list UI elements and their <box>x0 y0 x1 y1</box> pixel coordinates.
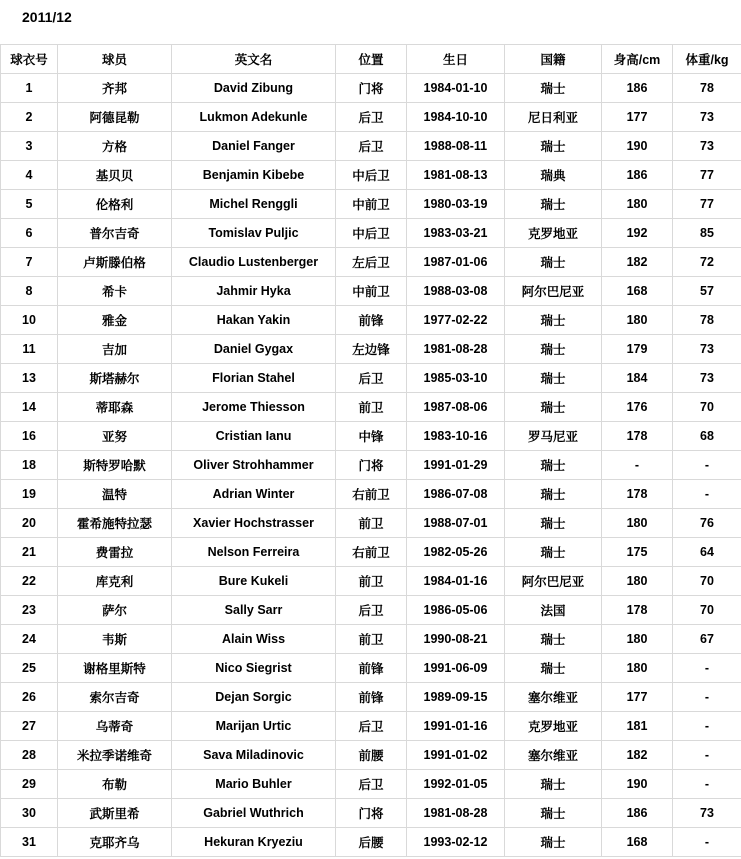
table-cell: 瑞士 <box>505 306 602 335</box>
table-cell: 18 <box>1 451 58 480</box>
table-cell: 24 <box>1 625 58 654</box>
table-cell: 4 <box>1 161 58 190</box>
table-cell: 180 <box>602 654 673 683</box>
table-cell: Florian Stahel <box>172 364 336 393</box>
table-cell: 180 <box>602 625 673 654</box>
table-cell: 190 <box>602 770 673 799</box>
table-cell: Marijan Urtic <box>172 712 336 741</box>
table-cell: Cristian Ianu <box>172 422 336 451</box>
table-row <box>1 683 741 712</box>
table-cell: 70 <box>673 596 741 625</box>
table-cell: 20 <box>1 509 58 538</box>
column-header: 球衣号 <box>1 45 58 74</box>
table-cell: 后卫 <box>336 712 407 741</box>
table-cell: - <box>673 770 741 799</box>
table-cell: 瑞士 <box>505 770 602 799</box>
table-cell: 14 <box>1 393 58 422</box>
table-cell: 后卫 <box>336 770 407 799</box>
table-cell: 176 <box>602 393 673 422</box>
table-cell: 前卫 <box>336 625 407 654</box>
table-cell: 73 <box>673 799 741 828</box>
table-row <box>1 451 741 480</box>
table-cell: 77 <box>673 161 741 190</box>
table-cell: Hakan Yakin <box>172 306 336 335</box>
table-cell: 190 <box>602 132 673 161</box>
table-cell: Daniel Gygax <box>172 335 336 364</box>
table-cell: 73 <box>673 103 741 132</box>
table-cell: 门将 <box>336 74 407 103</box>
table-cell: 70 <box>673 393 741 422</box>
table-row <box>1 480 741 509</box>
table-row <box>1 364 741 393</box>
table-cell: Gabriel Wuthrich <box>172 799 336 828</box>
table-cell: 前锋 <box>336 654 407 683</box>
table-cell: 基贝贝 <box>58 161 172 190</box>
table-cell: Jahmir Hyka <box>172 277 336 306</box>
table-cell: 克罗地亚 <box>505 219 602 248</box>
table-cell: 克罗地亚 <box>505 712 602 741</box>
table-cell: - <box>673 683 741 712</box>
table-cell: 门将 <box>336 451 407 480</box>
table-row <box>1 422 741 451</box>
table-cell: 瑞士 <box>505 190 602 219</box>
table-cell: 21 <box>1 538 58 567</box>
table-cell: 1991-01-29 <box>407 451 505 480</box>
table-cell: 卢斯滕伯格 <box>58 248 172 277</box>
table-cell: Claudio Lustenberger <box>172 248 336 277</box>
table-cell: 28 <box>1 741 58 770</box>
table-cell: 1983-10-16 <box>407 422 505 451</box>
header-row <box>1 45 741 74</box>
table-cell: Nelson Ferreira <box>172 538 336 567</box>
table-cell: 蒂耶森 <box>58 393 172 422</box>
table-cell: - <box>673 828 741 857</box>
table-cell: 瑞士 <box>505 480 602 509</box>
table-row <box>1 103 741 132</box>
table-row <box>1 277 741 306</box>
table-cell: 5 <box>1 190 58 219</box>
table-row <box>1 74 741 103</box>
table-cell: 77 <box>673 190 741 219</box>
table-cell: 1980-03-19 <box>407 190 505 219</box>
table-cell: 8 <box>1 277 58 306</box>
table-cell: 米拉季诺维奇 <box>58 741 172 770</box>
table-row <box>1 625 741 654</box>
column-header: 生日 <box>407 45 505 74</box>
table-cell: 186 <box>602 799 673 828</box>
table-cell: 1983-03-21 <box>407 219 505 248</box>
table-cell: 前卫 <box>336 393 407 422</box>
table-cell: 左后卫 <box>336 248 407 277</box>
table-cell: 68 <box>673 422 741 451</box>
table-cell: 25 <box>1 654 58 683</box>
table-cell: 斯塔赫尔 <box>58 364 172 393</box>
table-cell: Lukmon Adekunle <box>172 103 336 132</box>
table-cell: 瑞士 <box>505 799 602 828</box>
table-cell: 186 <box>602 74 673 103</box>
table-cell: Oliver Strohhammer <box>172 451 336 480</box>
table-cell: 后卫 <box>336 364 407 393</box>
table-cell: 1987-01-06 <box>407 248 505 277</box>
table-cell: 瑞士 <box>505 364 602 393</box>
table-cell: 180 <box>602 190 673 219</box>
table-cell: 182 <box>602 741 673 770</box>
table-row <box>1 770 741 799</box>
table-row <box>1 509 741 538</box>
table-cell: 1984-10-10 <box>407 103 505 132</box>
table-cell: 23 <box>1 596 58 625</box>
table-cell: 韦斯 <box>58 625 172 654</box>
table-cell: 178 <box>602 422 673 451</box>
table-cell: - <box>673 654 741 683</box>
table-row <box>1 393 741 422</box>
table-row <box>1 741 741 770</box>
table-cell: 78 <box>673 306 741 335</box>
table-cell: 1977-02-22 <box>407 306 505 335</box>
table-cell: 168 <box>602 828 673 857</box>
table-cell: 1986-07-08 <box>407 480 505 509</box>
table-cell: 1988-07-01 <box>407 509 505 538</box>
table-cell: 182 <box>602 248 673 277</box>
table-cell: 塞尔维亚 <box>505 741 602 770</box>
table-cell: 30 <box>1 799 58 828</box>
table-cell: 后卫 <box>336 103 407 132</box>
table-cell: 57 <box>673 277 741 306</box>
column-header: 身高/cm <box>602 45 673 74</box>
table-cell: 中前卫 <box>336 190 407 219</box>
table-cell: 武斯里希 <box>58 799 172 828</box>
table-cell: 1988-08-11 <box>407 132 505 161</box>
table-cell: 1984-01-16 <box>407 567 505 596</box>
table-cell: 方格 <box>58 132 172 161</box>
table-cell: Jerome Thiesson <box>172 393 336 422</box>
table-row <box>1 335 741 364</box>
table-cell: 右前卫 <box>336 538 407 567</box>
table-cell: 瑞士 <box>505 509 602 538</box>
table-row <box>1 799 741 828</box>
table-cell: 瑞典 <box>505 161 602 190</box>
column-header: 体重/kg <box>673 45 741 74</box>
table-cell: 左边锋 <box>336 335 407 364</box>
column-header: 位置 <box>336 45 407 74</box>
table-cell: 73 <box>673 364 741 393</box>
table-cell: 瑞士 <box>505 654 602 683</box>
table-cell: David Zibung <box>172 74 336 103</box>
table-row <box>1 219 741 248</box>
table-cell: 1981-08-28 <box>407 799 505 828</box>
table-cell: 霍希施特拉瑟 <box>58 509 172 538</box>
table-cell: 前腰 <box>336 741 407 770</box>
table-cell: 瑞士 <box>505 74 602 103</box>
table-cell: 谢格里斯特 <box>58 654 172 683</box>
table-cell: 29 <box>1 770 58 799</box>
table-cell: 瑞士 <box>505 335 602 364</box>
table-cell: 72 <box>673 248 741 277</box>
table-cell: 7 <box>1 248 58 277</box>
table-row <box>1 596 741 625</box>
table-cell: 1989-09-15 <box>407 683 505 712</box>
table-cell: 乌蒂奇 <box>58 712 172 741</box>
table-cell: 阿德昆勒 <box>58 103 172 132</box>
table-cell: 中后卫 <box>336 161 407 190</box>
table-cell: 180 <box>602 306 673 335</box>
table-cell: 177 <box>602 103 673 132</box>
table-cell: Alain Wiss <box>172 625 336 654</box>
roster-table <box>0 44 741 857</box>
table-cell: 26 <box>1 683 58 712</box>
table-cell: 177 <box>602 683 673 712</box>
table-cell: 3 <box>1 132 58 161</box>
table-cell: 1981-08-13 <box>407 161 505 190</box>
table-cell: 斯特罗哈默 <box>58 451 172 480</box>
roster-table-body <box>1 74 741 857</box>
table-cell: 19 <box>1 480 58 509</box>
table-cell: 前卫 <box>336 567 407 596</box>
table-cell: 右前卫 <box>336 480 407 509</box>
table-cell: 70 <box>673 567 741 596</box>
table-cell: Sava Miladinovic <box>172 741 336 770</box>
table-row <box>1 828 741 857</box>
table-cell: Hekuran Kryeziu <box>172 828 336 857</box>
table-cell: 后腰 <box>336 828 407 857</box>
table-cell: Benjamin Kibebe <box>172 161 336 190</box>
table-cell: 181 <box>602 712 673 741</box>
table-cell: Xavier Hochstrasser <box>172 509 336 538</box>
table-cell: 雅金 <box>58 306 172 335</box>
table-cell: - <box>673 451 741 480</box>
table-cell: 85 <box>673 219 741 248</box>
table-cell: 192 <box>602 219 673 248</box>
table-row <box>1 248 741 277</box>
table-cell: 瑞士 <box>505 132 602 161</box>
table-cell: 塞尔维亚 <box>505 683 602 712</box>
table-cell: 178 <box>602 596 673 625</box>
table-cell: 中锋 <box>336 422 407 451</box>
table-cell: 1993-02-12 <box>407 828 505 857</box>
table-cell: - <box>602 451 673 480</box>
table-cell: 法国 <box>505 596 602 625</box>
table-cell: 2 <box>1 103 58 132</box>
table-cell: Dejan Sorgic <box>172 683 336 712</box>
table-cell: 中前卫 <box>336 277 407 306</box>
table-cell: 中后卫 <box>336 219 407 248</box>
table-cell: 10 <box>1 306 58 335</box>
table-cell: 后卫 <box>336 596 407 625</box>
table-cell: 73 <box>673 132 741 161</box>
table-cell: 178 <box>602 480 673 509</box>
table-cell: 1 <box>1 74 58 103</box>
table-cell: 前锋 <box>336 683 407 712</box>
table-cell: 瑞士 <box>505 828 602 857</box>
table-cell: 1981-08-28 <box>407 335 505 364</box>
table-cell: 尼日利亚 <box>505 103 602 132</box>
table-cell: 1987-08-06 <box>407 393 505 422</box>
table-cell: 64 <box>673 538 741 567</box>
table-cell: 13 <box>1 364 58 393</box>
table-cell: - <box>673 712 741 741</box>
table-row <box>1 654 741 683</box>
table-cell: Sally Sarr <box>172 596 336 625</box>
table-cell: 库克利 <box>58 567 172 596</box>
table-cell: 瑞士 <box>505 538 602 567</box>
table-cell: 希卡 <box>58 277 172 306</box>
table-cell: 73 <box>673 335 741 364</box>
table-row <box>1 567 741 596</box>
table-cell: 1986-05-06 <box>407 596 505 625</box>
table-cell: 1984-01-10 <box>407 74 505 103</box>
table-cell: 168 <box>602 277 673 306</box>
table-cell: 前卫 <box>336 509 407 538</box>
table-cell: 亚努 <box>58 422 172 451</box>
table-cell: 1988-03-08 <box>407 277 505 306</box>
table-cell: 门将 <box>336 799 407 828</box>
table-cell: 1982-05-26 <box>407 538 505 567</box>
table-cell: 瑞士 <box>505 393 602 422</box>
table-cell: 1991-06-09 <box>407 654 505 683</box>
table-cell: 伦格利 <box>58 190 172 219</box>
table-cell: Nico Siegrist <box>172 654 336 683</box>
table-row <box>1 306 741 335</box>
table-cell: 罗马尼亚 <box>505 422 602 451</box>
table-cell: 克耶齐乌 <box>58 828 172 857</box>
table-cell: 22 <box>1 567 58 596</box>
column-header: 英文名 <box>172 45 336 74</box>
table-cell: 184 <box>602 364 673 393</box>
table-cell: 16 <box>1 422 58 451</box>
table-cell: 179 <box>602 335 673 364</box>
table-row <box>1 538 741 567</box>
table-cell: 1985-03-10 <box>407 364 505 393</box>
column-header: 国籍 <box>505 45 602 74</box>
table-cell: 1992-01-05 <box>407 770 505 799</box>
table-cell: 索尔吉奇 <box>58 683 172 712</box>
table-cell: Mario Buhler <box>172 770 336 799</box>
table-cell: 31 <box>1 828 58 857</box>
table-cell: 1990-08-21 <box>407 625 505 654</box>
page-title: 2011/12 <box>22 9 72 25</box>
table-cell: - <box>673 480 741 509</box>
table-cell: 67 <box>673 625 741 654</box>
column-header: 球员 <box>58 45 172 74</box>
table-cell: 76 <box>673 509 741 538</box>
table-cell: 吉加 <box>58 335 172 364</box>
table-cell: 后卫 <box>336 132 407 161</box>
table-cell: 78 <box>673 74 741 103</box>
table-cell: 前锋 <box>336 306 407 335</box>
table-row <box>1 161 741 190</box>
table-cell: 1991-01-02 <box>407 741 505 770</box>
table-row <box>1 132 741 161</box>
table-row <box>1 190 741 219</box>
table-cell: Daniel Fanger <box>172 132 336 161</box>
table-cell: 6 <box>1 219 58 248</box>
table-cell: 175 <box>602 538 673 567</box>
table-cell: - <box>673 741 741 770</box>
table-cell: 186 <box>602 161 673 190</box>
table-cell: 1991-01-16 <box>407 712 505 741</box>
table-cell: 180 <box>602 567 673 596</box>
table-cell: Tomislav Puljic <box>172 219 336 248</box>
table-cell: Michel Renggli <box>172 190 336 219</box>
table-cell: 瑞士 <box>505 625 602 654</box>
table-cell: 温特 <box>58 480 172 509</box>
table-cell: 180 <box>602 509 673 538</box>
table-cell: 普尔吉奇 <box>58 219 172 248</box>
table-cell: 萨尔 <box>58 596 172 625</box>
table-cell: 瑞士 <box>505 248 602 277</box>
table-cell: 阿尔巴尼亚 <box>505 567 602 596</box>
table-cell: 27 <box>1 712 58 741</box>
table-cell: 阿尔巴尼亚 <box>505 277 602 306</box>
table-cell: 布勒 <box>58 770 172 799</box>
table-cell: Bure Kukeli <box>172 567 336 596</box>
table-row <box>1 712 741 741</box>
table-cell: Adrian Winter <box>172 480 336 509</box>
table-cell: 11 <box>1 335 58 364</box>
table-cell: 瑞士 <box>505 451 602 480</box>
table-cell: 费雷拉 <box>58 538 172 567</box>
table-cell: 齐邦 <box>58 74 172 103</box>
